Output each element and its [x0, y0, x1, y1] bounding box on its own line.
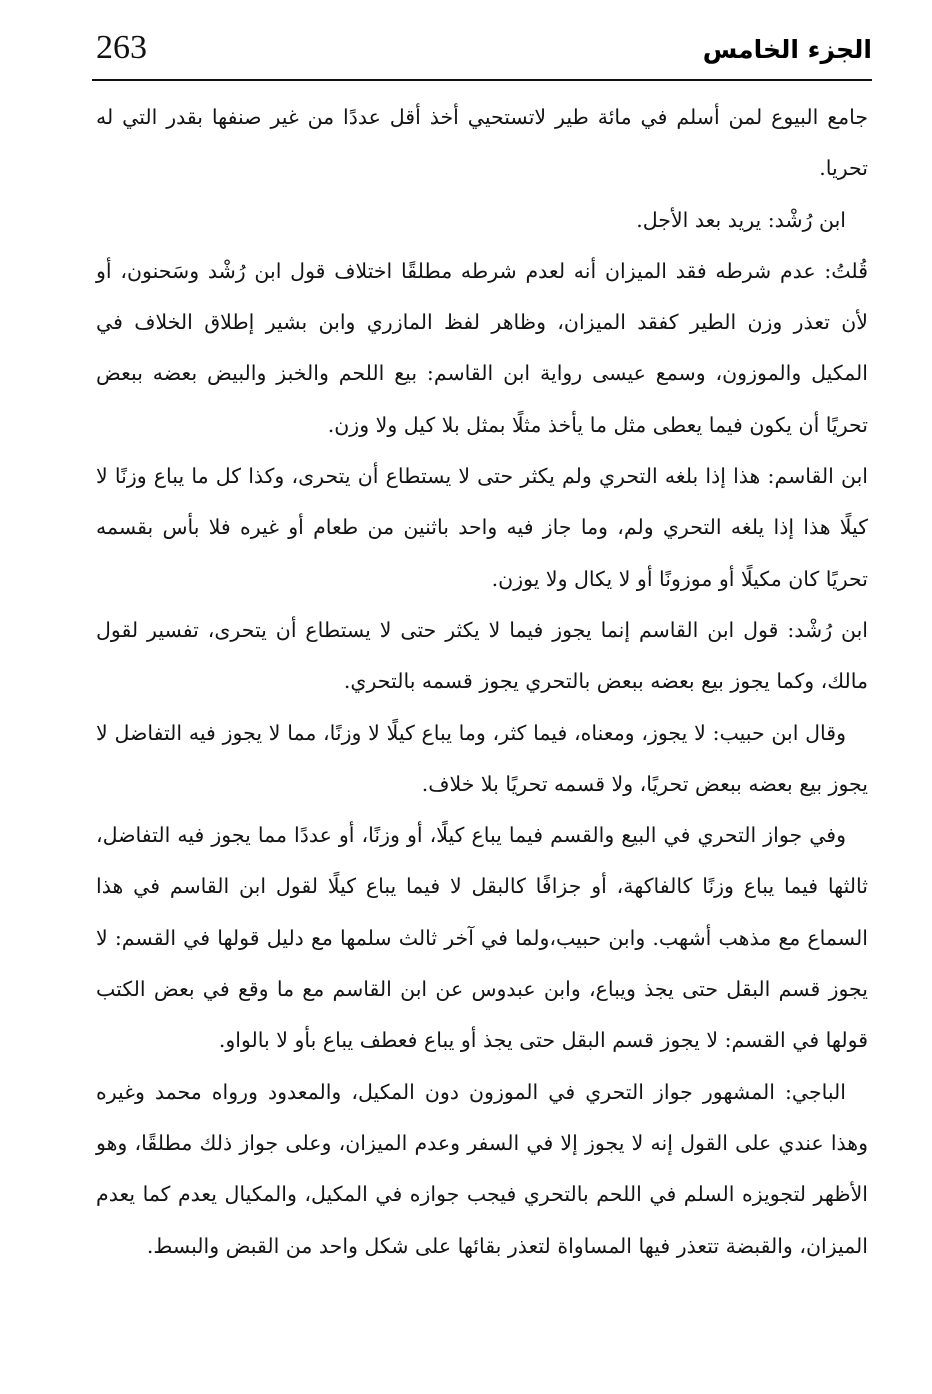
page-number: 263	[96, 29, 147, 66]
page-header	[92, 28, 872, 76]
running-title: الجزء الخامس	[702, 35, 872, 64]
paragraph: ابن القاسم: هذا إذا بلغه التحري ولم يكثر حتى لا يستطاع أن يتحرى، وكذا كل ما يباع وزنًا لا كيلًا هذا إذا يلغه التحري ولم، وما جاز فيه واحد باثنين من طعام أو غيره فلا بأس بقسمه تحريًا كان مكيلًا أو موزونًا أو لا يكال ولا يوزن.	[96, 464, 868, 591]
paragraph: جامع البيوع لمن أسلم في مائة طير لاتستحيي أخذ أقل عددًا من غير صنفها بقدر التي له تحريا.	[96, 105, 868, 181]
paragraph: وقال ابن حبيب: لا يجوز، ومعناه، فيما كثر، وما يباع كيلًا لا وزنًا، مما لا يجوز فيه التفاضل لا يجوز بيع بعضه ببعض تحريًا، ولا قسمه تحريًا بلا خلاف.	[96, 720, 868, 796]
paragraph: ابن رُشْد: قول ابن القاسم إنما يجوز فيما لا يكثر حتى لا يستطاع أن يتحرى، تفسير لقول مالك، وكما يجوز بيع بعضه ببعض بالتحري يجوز قسمه بالتحري.	[96, 617, 868, 694]
body-text	[96, 92, 868, 1272]
header-divider	[92, 79, 872, 81]
paragraph: ابن رُشْد: يريد بعد الأجل.	[636, 207, 846, 232]
paragraph: قُلتُ: عدم شرطه فقد الميزان أنه لعدم شرطه مطلقًا اختلاف قول ابن رُشْد وسَحنون، أو لأن تعذر وزن الطير كفقد الميزان، وظاهر لفظ المازري وابن بشير إطلاق الخلاف في المكيل والموزون، وسمع عيسى رواية ابن القاسم: بيع اللحم والخبز والبيض بعضه ببعض تحريًا أن يكون فيما يعطى مثل ما يأخذ مثلًا بمثل بلا كيل ولا وزن.	[96, 258, 868, 437]
paragraph: وفي جواز التحري في البيع والقسم فيما يباع كيلًا، أو وزنًا، أو عددًا مما يجوز فيه التفاضل، ثالثها فيما يباع وزنًا كالفاكهة، أو جزافًا كالبقل لا فيما يباع كيلًا لقول ابن القاسم في هذا السماع مع مذهب أشهب. وابن حبيب،ولما في آخر ثالث سلمها مع دليل قولها في القسم: لا يجوز قسم البقل حتى يجذ ويباع، وابن عبدوس عن ابن القاسم مع ما وقع في بعض الكتب قولها في القسم: لا يجوز قسم البقل حتى يجذ أو يباع فعطف يباع بأو لا بالواو.	[96, 823, 868, 1053]
paragraph: الباجي: المشهور جواز التحري في الموزون دون المكيل، والمعدود ورواه محمد وغيره وهذا عندي على القول إنه لا يجوز إلا في السفر وعدم الميزان، وعلى جواز ذلك مطلقًا، وهو الأظهر لتجويزه السلم في اللحم بالتحري فيجب جوازه في المكيل، والمكيال يعدم كما يعدم الميزان، والقبضة تتعذر فيها المساواة لتعذر بقائها على شكل واحد من القبض والبسط.	[96, 1079, 868, 1258]
